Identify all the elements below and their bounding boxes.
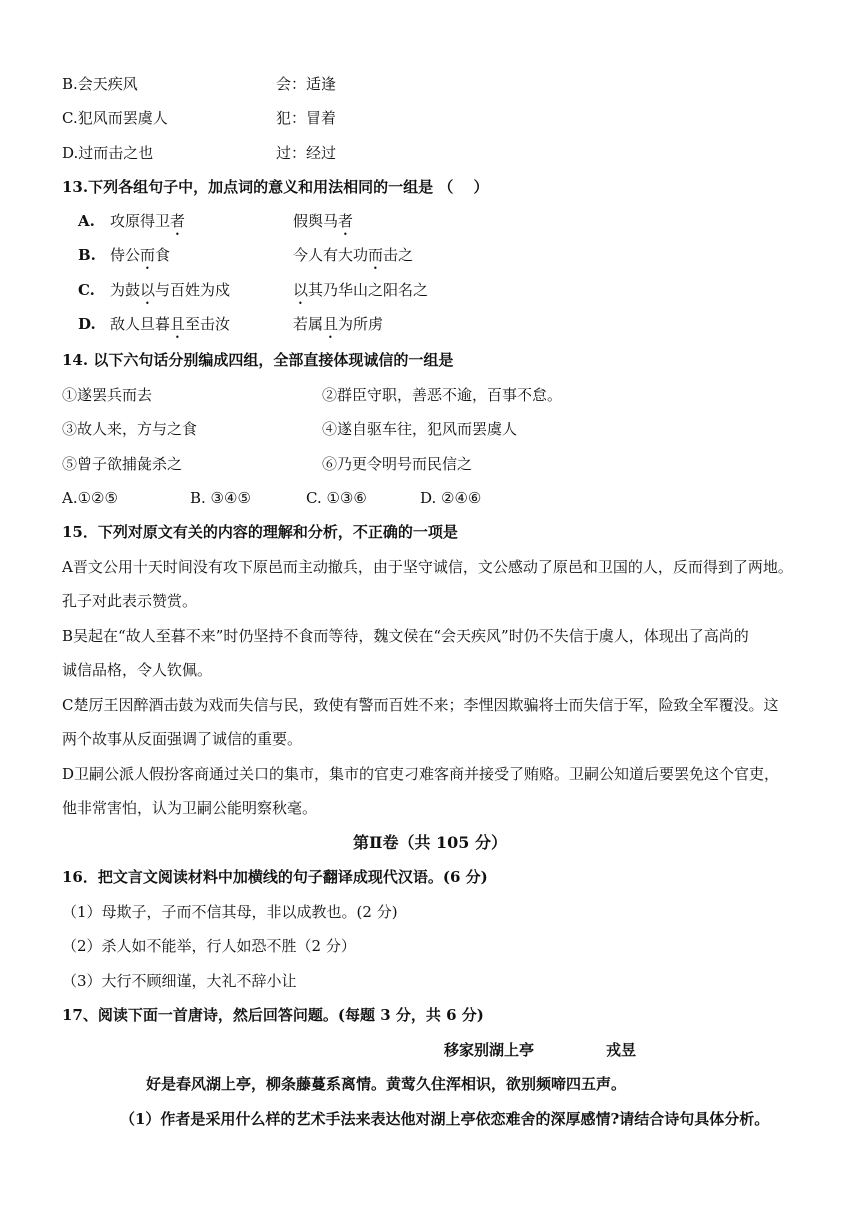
q15-option-b-cont: 诚信品格，令人钦佩。 xyxy=(62,661,213,679)
q15-option-d: D卫嗣公派人假扮客商通过关口的集市，集市的官吏刁难客商并接受了贿赂。卫嗣公知道后要罢免这个官吏， xyxy=(62,765,780,783)
q13-option-a-left: 攻原得卫者 xyxy=(110,212,186,230)
q16-sentence-3: （3）大行不顾细谨，大礼不辞小让 xyxy=(62,972,297,990)
q13-option-letter: B. xyxy=(78,246,96,264)
poem-text: 好是春风湖上亭，柳条藤蔓系离情。黄莺久住浑相识，欲别频啼四五声。 xyxy=(146,1075,627,1093)
q16-sentence-2: （2）杀人如不能举，行人如恐不胜（2 分） xyxy=(62,937,356,955)
q14-choice-d: D. ②④⑥ xyxy=(420,489,482,507)
q14-item: ⑤曾子欲捕彘杀之 xyxy=(62,455,183,473)
q13-option-c-left: 为鼓以与百姓为戍 xyxy=(110,281,231,299)
q12-option-b-gloss: 会：适逢 xyxy=(276,75,337,93)
dotted-word: 而 xyxy=(140,246,156,264)
poem-author: 戎昱 xyxy=(606,1041,637,1059)
q14-item: ⑥乃更令明号而民信之 xyxy=(322,455,473,473)
q15-option-c-cont: 两个故事从反面强调了诚信的重要。 xyxy=(62,730,303,748)
q14-choice-b: B. ③④⑤ xyxy=(190,489,251,507)
dotted-word: 者 xyxy=(170,212,186,230)
q12-option-c: C.犯风而罢虞人 xyxy=(62,109,168,127)
q13-option-b-right: 今人有大功而击之 xyxy=(293,246,414,264)
dotted-word: 以 xyxy=(140,281,156,299)
q17-stem: 17、阅读下面一首唐诗，然后回答问题。(每题 3 分，共 6 分) xyxy=(62,1006,484,1024)
q13-option-c-right: 以其乃华山之阳名之 xyxy=(293,281,429,299)
q12-option-c-gloss: 犯：冒着 xyxy=(276,109,337,127)
q13-option-b-left: 侍公而食 xyxy=(110,246,171,264)
q14-item: ③故人来，方与之食 xyxy=(62,420,198,438)
q13-option-d-right: 若属且为所虏 xyxy=(293,315,384,333)
q16-sentence-1: （1）母欺子，子而不信其母，非以成教也。(2 分) xyxy=(62,903,398,921)
q15-option-c: C楚厉王因醉酒击鼓为戏而失信与民，致使有警而百姓不来；李悝因欺骗将士而失信于军，险致全军覆没。这 xyxy=(62,696,779,714)
q13-stem: 13.下列各组句子中，加点词的意义和用法相同的一组是 （ ） xyxy=(62,178,489,196)
q14-item: ②群臣守职，善恶不逾，百事不怠。 xyxy=(322,386,563,404)
q15-stem: 15．下列对原文有关的内容的理解和分析，不正确的一项是 xyxy=(62,523,458,541)
q15-option-b: B吴起在“故人至暮不来”时仍坚持不食而等待，魏文侯在“会天疾风”时仍不失信于虞人，体现出了高尚的 xyxy=(62,627,749,645)
section-title: 第Ⅱ卷（共 105 分） xyxy=(352,833,508,852)
dotted-word: 以 xyxy=(293,281,309,299)
q12-option-d-gloss: 过：经过 xyxy=(276,144,337,162)
q12-option-d: D.过而击之也 xyxy=(62,144,154,162)
q14-choice-c: C. ①③⑥ xyxy=(306,489,367,507)
q15-option-d-cont: 他非常害怕，认为卫嗣公能明察秋毫。 xyxy=(62,799,318,817)
q13-option-letter: D. xyxy=(78,315,96,333)
dotted-word: 者 xyxy=(338,212,354,230)
dotted-word: 且 xyxy=(170,315,186,333)
q16-stem: 16．把文言文阅读材料中加横线的句子翻译成现代汉语。(6 分) xyxy=(62,868,488,886)
q14-item: ①遂罢兵而去 xyxy=(62,386,153,404)
dotted-word: 而 xyxy=(368,246,384,264)
q13-option-letter: A. xyxy=(78,212,95,230)
q17-subquestion-1: （1）作者是采用什么样的艺术手法来表达他对湖上亭依恋难舍的深厚感情?请结合诗句具体分析。 xyxy=(120,1110,770,1128)
q14-item: ④遂自驱车往，犯风而罢虞人 xyxy=(322,420,518,438)
q13-option-d-left: 敌人旦暮且至击汝 xyxy=(110,315,231,333)
q12-option-b: B.会天疾风 xyxy=(62,75,138,93)
q14-choice-a: A.①②⑤ xyxy=(62,489,118,507)
q15-option-a-cont: 孔子对此表示赞赏。 xyxy=(62,592,198,610)
dotted-word: 且 xyxy=(323,315,339,333)
q13-option-letter: C. xyxy=(78,281,95,299)
q14-stem: 14. 以下六句话分别编成四组，全部直接体现诚信的一组是 xyxy=(62,351,454,369)
q13-option-a-right: 假舆马者 xyxy=(293,212,354,230)
poem-title: 移家别湖上亭 xyxy=(444,1041,535,1059)
q15-option-a: A晋文公用十天时间没有攻下原邑而主动撤兵，由于坚守诚信，文公感动了原邑和卫国的人，反而得到了两地。 xyxy=(62,558,793,576)
